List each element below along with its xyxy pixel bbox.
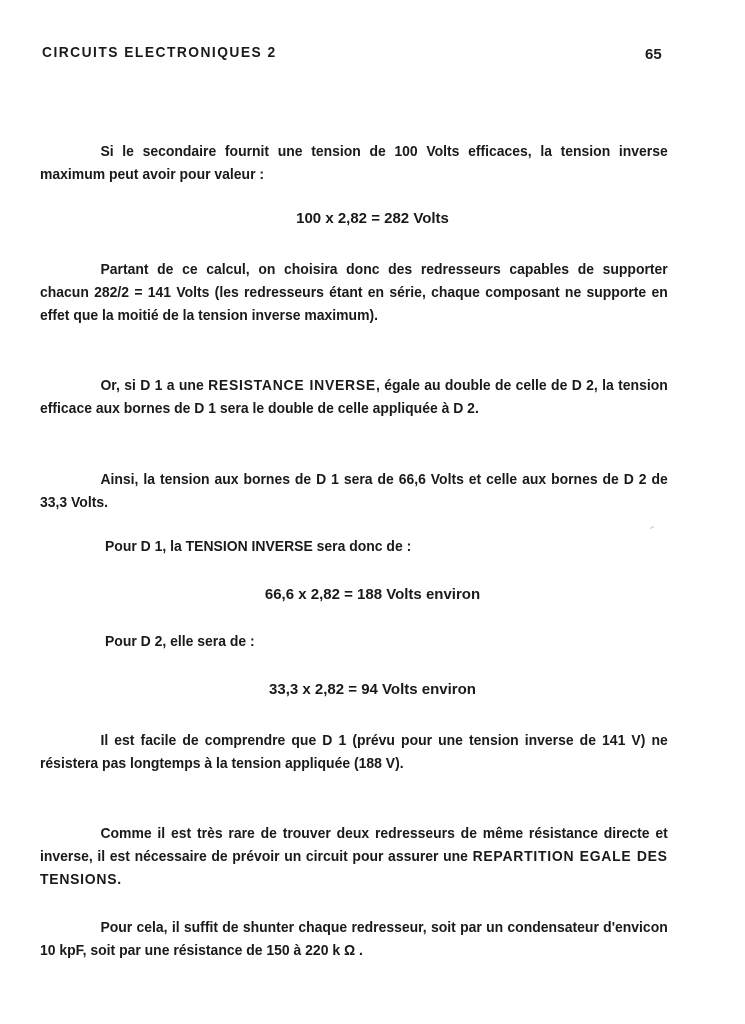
running-header-title: CIRCUITS ELECTRONIQUES 2 xyxy=(42,44,277,61)
formula-d2-voltage: 33,3 x 2,82 = 94 Volts environ xyxy=(269,681,476,698)
paragraph-inverse-resistance-end: , égale au double de celle de D 2, la tension efficace aux bornes de D 1 sera le double de celle appliquée à D 2. xyxy=(40,377,668,417)
paragraph-d2-intro: Pour D 2, elle sera de : xyxy=(105,633,255,650)
paragraph-rectifier-choice: Partant de ce calcul, on choisira donc des redresseurs capables de supporter chacun 282/2 = 141 Volts (les redresseurs étant en série, chaque composant ne supporte en effet que la moitié de la tension inverse maximum). xyxy=(40,261,668,324)
paragraph-secondary-voltage: Si le secondaire fournit une tension de 100 Volts efficaces, la tension inverse maximum peut avoir pour valeur : xyxy=(40,143,668,183)
scan-speck xyxy=(650,526,654,529)
paragraph-d1-inverse-end: sera donc de : xyxy=(312,538,412,555)
paragraph-equal-distribution-start: Comme il est très rare de trouver deux redresseurs de même résistance directe et inverse, il est nécessaire de prévoir un circuit pour assurer une xyxy=(40,825,668,865)
emphasis-tension-inverse: TENSION INVERSE xyxy=(185,538,313,555)
paragraph-inverse-resistance-start: Or, si D 1 a une xyxy=(100,377,209,394)
emphasis-resistance-inverse: RESISTANCE INVERSE xyxy=(208,377,376,394)
paragraph-d1-inverse-start: Pour D 1, la xyxy=(105,538,186,555)
paragraph-inverse-resistance xyxy=(40,374,668,420)
paragraph-d1-failure: Il est facile de comprendre que D 1 (prévu pour une tension inverse de 141 V) ne résistera pas longtemps à la tension appliquée (188 V). xyxy=(40,732,668,772)
formula-max-inverse-voltage: 100 x 2,82 = 282 Volts xyxy=(296,210,449,227)
page-number: 65 xyxy=(645,46,662,63)
paragraph-voltage-split: Ainsi, la tension aux bornes de D 1 sera de 66,6 Volts et celle aux bornes de D 2 de 33,3 Volts. xyxy=(40,471,668,511)
paragraph-shunt-solution: Pour cela, il suffit de shunter chaque redresseur, soit par un condensateur d'envicon 10 kpF, soit par une résistance de 150 à 220 k Ω . xyxy=(40,919,668,959)
formula-d1-voltage: 66,6 x 2,82 = 188 Volts environ xyxy=(264,586,481,603)
paragraph-equal-distribution xyxy=(40,822,668,891)
paragraph-d1-inverse xyxy=(105,538,411,555)
emphasis-repartition-egale: REPARTITION EGALE DES TENSIONS. xyxy=(40,848,668,888)
